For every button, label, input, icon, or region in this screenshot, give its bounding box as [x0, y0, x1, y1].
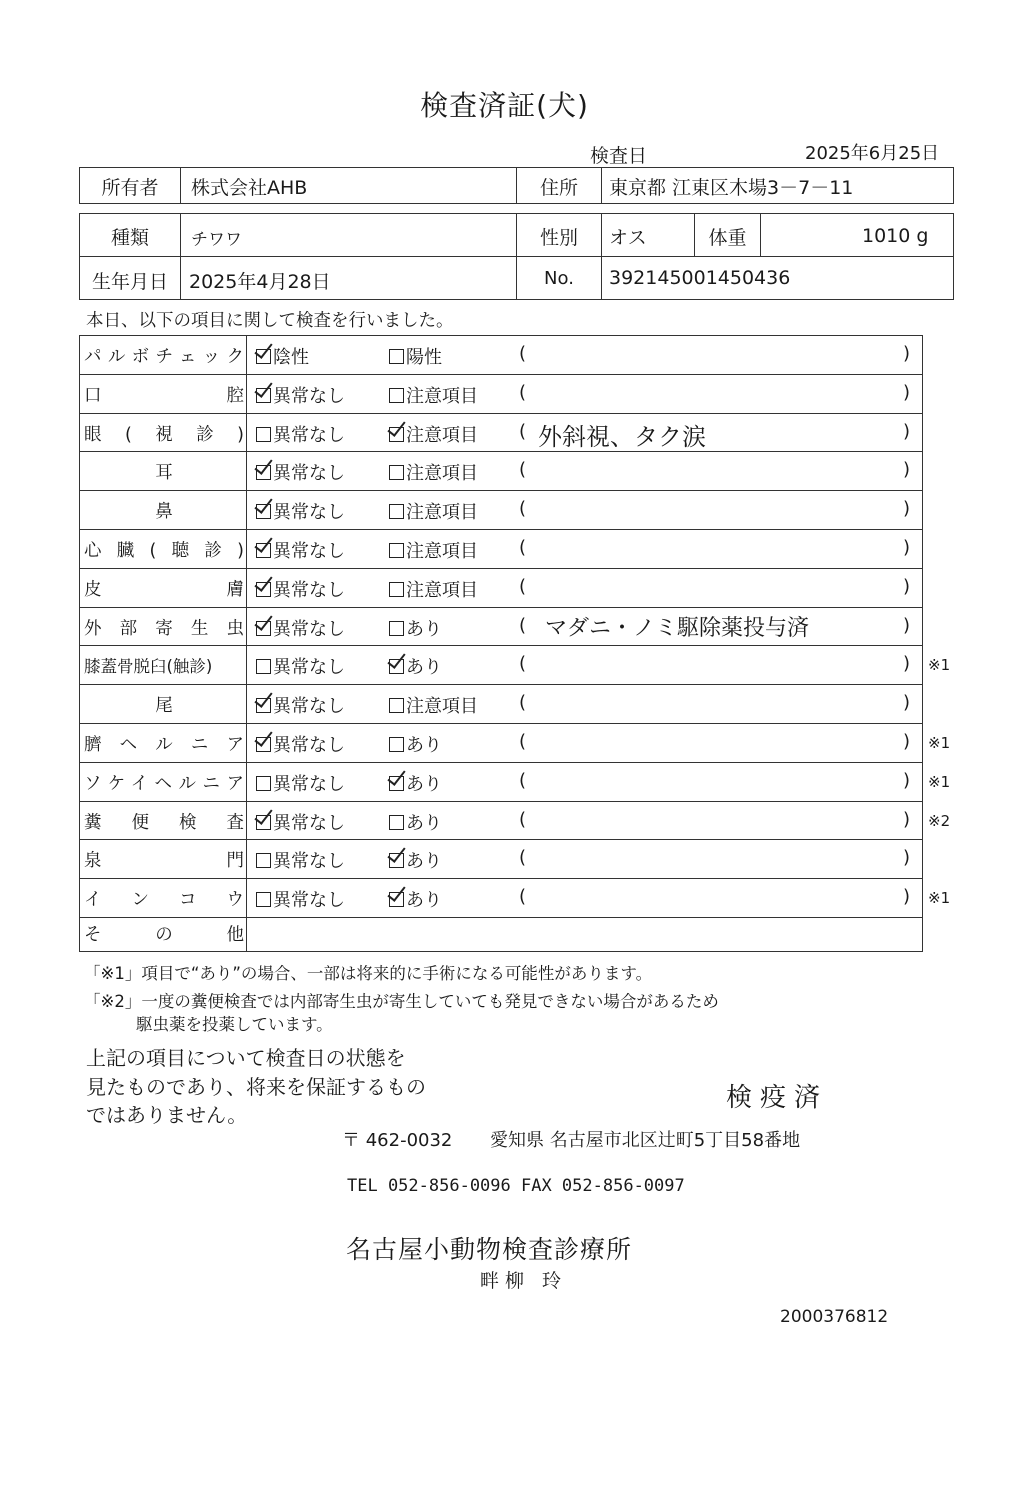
owner-value: 株式会社AHB — [191, 177, 308, 199]
paren-open: ( — [519, 809, 527, 830]
item-label: 外部寄生虫 — [84, 619, 244, 639]
option-normal[interactable] — [256, 731, 345, 757]
note-2: 「※2」一度の糞便検査では内部寄生虫が寄生していても発見できない場合があるため — [84, 992, 719, 1011]
option-label: 異常なし — [273, 541, 345, 562]
option-label: 異常なし — [273, 735, 345, 756]
checkbox-icon[interactable] — [389, 815, 404, 830]
option-attention[interactable] — [389, 692, 478, 718]
checkbox-icon[interactable] — [256, 659, 271, 674]
paren-close: ) — [903, 537, 911, 558]
checked-checkbox-icon[interactable] — [389, 427, 404, 442]
checkbox-icon[interactable] — [389, 388, 404, 403]
checked-checkbox-icon[interactable] — [256, 465, 271, 480]
option-attention[interactable] — [389, 770, 442, 796]
option-attention[interactable] — [389, 615, 442, 641]
option-attention[interactable] — [389, 343, 442, 369]
option-normal[interactable] — [256, 847, 345, 873]
option-attention[interactable] — [389, 459, 478, 485]
footnote-mark: ※2 — [928, 812, 951, 830]
checkbox-icon[interactable] — [389, 621, 404, 636]
item-label: 皮膚 — [84, 580, 244, 600]
option-normal[interactable] — [256, 576, 345, 602]
option-label: 異常なし — [273, 774, 345, 795]
paren-open: ( — [519, 653, 527, 674]
checkbox-icon[interactable] — [389, 543, 404, 558]
birth-value: 2025年4月28日 — [189, 271, 331, 293]
item-label: 臍ヘルニア — [84, 735, 244, 755]
checkbox-icon[interactable] — [256, 776, 271, 791]
option-normal[interactable] — [256, 459, 345, 485]
paren-close: ) — [903, 653, 911, 674]
paren-close: ) — [903, 382, 911, 403]
row-divider — [79, 878, 923, 879]
checked-checkbox-icon[interactable] — [389, 853, 404, 868]
divider — [760, 213, 761, 256]
checked-checkbox-icon[interactable] — [389, 659, 404, 674]
option-normal[interactable] — [256, 537, 345, 563]
birth-label: 生年月日 — [91, 271, 168, 293]
option-attention[interactable] — [389, 421, 478, 447]
row-divider — [79, 723, 923, 724]
option-label: あり — [406, 774, 442, 795]
option-label: 注意項目 — [406, 463, 478, 484]
row-divider — [79, 451, 923, 452]
checked-checkbox-icon[interactable] — [256, 737, 271, 752]
option-label: 異常なし — [273, 425, 345, 446]
paren-open: ( — [519, 382, 527, 403]
option-attention[interactable] — [389, 886, 442, 912]
option-label: あり — [406, 735, 442, 756]
divider — [180, 167, 181, 204]
item-label: 泉門 — [84, 851, 244, 871]
breed-value: チワワ — [191, 230, 242, 250]
row-divider — [79, 568, 923, 569]
paren-close: ) — [903, 809, 911, 830]
item-label: 口腔 — [84, 386, 244, 406]
postal-code: 〒 462-0032 — [342, 1130, 453, 1151]
disclaimer-line-3: ではありません。 — [86, 1103, 248, 1127]
weight-value: 1010 g — [862, 225, 929, 247]
option-normal[interactable] — [256, 692, 345, 718]
checkbox-icon[interactable] — [256, 892, 271, 907]
checked-checkbox-icon[interactable] — [389, 776, 404, 791]
option-normal[interactable] — [256, 343, 309, 369]
option-attention[interactable] — [389, 653, 442, 679]
option-label: 注意項目 — [406, 696, 478, 717]
option-label: 異常なし — [273, 813, 345, 834]
checked-checkbox-icon[interactable] — [256, 504, 271, 519]
option-label: 異常なし — [273, 890, 345, 911]
option-normal[interactable] — [256, 886, 345, 912]
option-label: 異常なし — [273, 463, 345, 484]
number-label: No. — [544, 268, 574, 289]
option-label: 注意項目 — [406, 386, 478, 407]
item-label: 眼(視診) — [84, 425, 244, 445]
paren-open: ( — [519, 343, 527, 364]
option-attention[interactable] — [389, 847, 442, 873]
disclaimer-line-1: 上記の項目について検査日の状態を — [86, 1046, 406, 1070]
contact-numbers: TEL 052-856-0096 FAX 052-856-0097 — [347, 1176, 685, 1196]
item-label: 耳 — [155, 463, 173, 483]
option-label: 注意項目 — [406, 502, 478, 523]
footnote-mark: ※1 — [928, 734, 951, 752]
paren-close: ) — [903, 343, 911, 364]
divider — [601, 213, 602, 300]
intro-text: 本日、以下の項目に関して検査を行いました。 — [86, 311, 454, 331]
paren-close: ) — [903, 576, 911, 597]
paren-close: ) — [903, 421, 911, 442]
paren-open: ( — [519, 692, 527, 713]
option-label: 異常なし — [273, 502, 345, 523]
option-label: 注意項目 — [406, 580, 478, 601]
row-divider — [79, 917, 923, 918]
option-normal[interactable] — [256, 498, 345, 524]
checkbox-icon[interactable] — [389, 737, 404, 752]
paren-open: ( — [519, 498, 527, 519]
option-label: 異常なし — [273, 657, 345, 678]
paren-close: ) — [903, 459, 911, 480]
note-1: 「※1」項目で“あり”の場合、一部は将来的に手術になる可能性があります。 — [84, 964, 653, 983]
option-label: 異常なし — [273, 580, 345, 601]
disclaimer-line-2: 見たものであり、将来を保証するもの — [86, 1075, 426, 1099]
paren-close: ) — [903, 731, 911, 752]
checkbox-icon[interactable] — [256, 853, 271, 868]
note-3: 駆虫薬を投薬しています。 — [136, 1015, 333, 1034]
checked-checkbox-icon[interactable] — [256, 543, 271, 558]
checked-checkbox-icon[interactable] — [256, 621, 271, 636]
option-normal[interactable] — [256, 382, 345, 408]
checked-checkbox-icon[interactable] — [256, 582, 271, 597]
item-label: 心臓(聴診) — [84, 541, 244, 561]
paren-close: ) — [903, 498, 911, 519]
option-normal[interactable] — [256, 770, 345, 796]
item-detail: マダニ・ノミ駆除薬投与済 — [545, 616, 810, 641]
row-divider — [79, 762, 923, 763]
option-label: 注意項目 — [406, 425, 478, 446]
checked-checkbox-icon[interactable] — [256, 815, 271, 830]
row-divider — [79, 413, 923, 414]
number-value: 392145001450436 — [609, 267, 791, 289]
option-attention[interactable] — [389, 382, 478, 408]
option-normal[interactable] — [256, 809, 345, 835]
row-divider — [79, 490, 923, 491]
checked-checkbox-icon[interactable] — [256, 698, 271, 713]
paren-open: ( — [519, 421, 527, 442]
sex-label: 性別 — [539, 227, 578, 249]
option-label: あり — [406, 619, 442, 640]
row-divider — [79, 607, 923, 608]
row-divider — [79, 839, 923, 840]
paren-open: ( — [519, 770, 527, 791]
veterinarian-name: 畔柳 玲 — [480, 1270, 568, 1292]
paren-open: ( — [519, 576, 527, 597]
option-label: あり — [406, 890, 442, 911]
item-label: ソケイヘルニア — [84, 774, 244, 794]
option-attention[interactable] — [389, 731, 442, 757]
sex-value: オス — [609, 227, 647, 249]
option-label: 異常なし — [273, 851, 345, 872]
checkbox-icon[interactable] — [389, 349, 404, 364]
breed-label: 種類 — [110, 227, 149, 249]
paren-open: ( — [519, 847, 527, 868]
inspected-stamp: 検疫済 — [726, 1083, 829, 1113]
checked-checkbox-icon[interactable] — [389, 892, 404, 907]
address-label: 住所 — [539, 177, 578, 199]
option-label: 異常なし — [273, 696, 345, 717]
document-title: 検査済証(犬) — [420, 89, 589, 122]
clinic-name: 名古屋小動物検査診療所 — [346, 1235, 633, 1264]
row-divider — [79, 374, 923, 375]
paren-close: ) — [903, 847, 911, 868]
item-label: 鼻 — [155, 502, 173, 522]
item-label: 糞便検査 — [84, 813, 244, 833]
option-label: あり — [406, 657, 442, 678]
checkbox-icon[interactable] — [389, 582, 404, 597]
row-divider — [79, 645, 923, 646]
exam-date-label: 検査日 — [590, 145, 648, 167]
option-attention[interactable] — [389, 809, 442, 835]
paren-close: ) — [903, 770, 911, 791]
paren-close: ) — [903, 886, 911, 907]
option-normal[interactable] — [256, 421, 345, 447]
checked-checkbox-icon[interactable] — [256, 388, 271, 403]
other-label: その他 — [84, 925, 244, 945]
item-label: 尾 — [155, 696, 173, 716]
option-attention[interactable] — [389, 537, 478, 563]
divider — [180, 213, 181, 300]
checkbox-icon[interactable] — [389, 698, 404, 713]
option-label: 異常なし — [273, 619, 345, 640]
option-label: あり — [406, 813, 442, 834]
checkbox-icon[interactable] — [389, 465, 404, 480]
option-label: 注意項目 — [406, 541, 478, 562]
paren-open: ( — [519, 459, 527, 480]
footnote-mark: ※1 — [928, 773, 951, 791]
item-label: インコウ — [84, 890, 244, 910]
item-label: パルボチェック — [84, 347, 244, 367]
item-detail: 外斜視、タク涙 — [538, 423, 706, 451]
option-label: 陰性 — [273, 347, 309, 368]
checkbox-icon[interactable] — [256, 427, 271, 442]
option-normal[interactable] — [256, 615, 345, 641]
paren-open: ( — [519, 537, 527, 558]
checked-checkbox-icon[interactable] — [256, 349, 271, 364]
divider — [601, 167, 602, 204]
footnote-mark: ※1 — [928, 656, 951, 674]
row-divider — [79, 529, 923, 530]
paren-close: ) — [903, 615, 911, 636]
weight-label: 体重 — [708, 227, 747, 249]
owner-label: 所有者 — [101, 177, 159, 199]
option-attention[interactable] — [389, 576, 478, 602]
divider — [246, 335, 247, 952]
exam-date-value: 2025年6月25日 — [805, 143, 940, 164]
paren-open: ( — [519, 886, 527, 907]
option-label: あり — [406, 851, 442, 872]
checkbox-icon[interactable] — [389, 504, 404, 519]
paren-open: ( — [519, 731, 527, 752]
option-attention[interactable] — [389, 498, 478, 524]
option-label: 異常なし — [273, 386, 345, 407]
option-normal[interactable] — [256, 653, 345, 679]
serial-number: 2000376812 — [780, 1307, 889, 1327]
item-label: 膝蓋骨脱臼(触診) — [84, 657, 213, 676]
clinic-address: 愛知県 名古屋市北区辻町5丁目58番地 — [490, 1130, 801, 1151]
footnote-mark: ※1 — [928, 889, 951, 907]
paren-close: ) — [903, 692, 911, 713]
option-label: 陽性 — [406, 347, 442, 368]
row-divider — [79, 684, 923, 685]
address-value: 東京都 江東区木場3－7－11 — [609, 177, 854, 199]
row-divider — [79, 801, 923, 802]
paren-open: ( — [519, 615, 527, 636]
